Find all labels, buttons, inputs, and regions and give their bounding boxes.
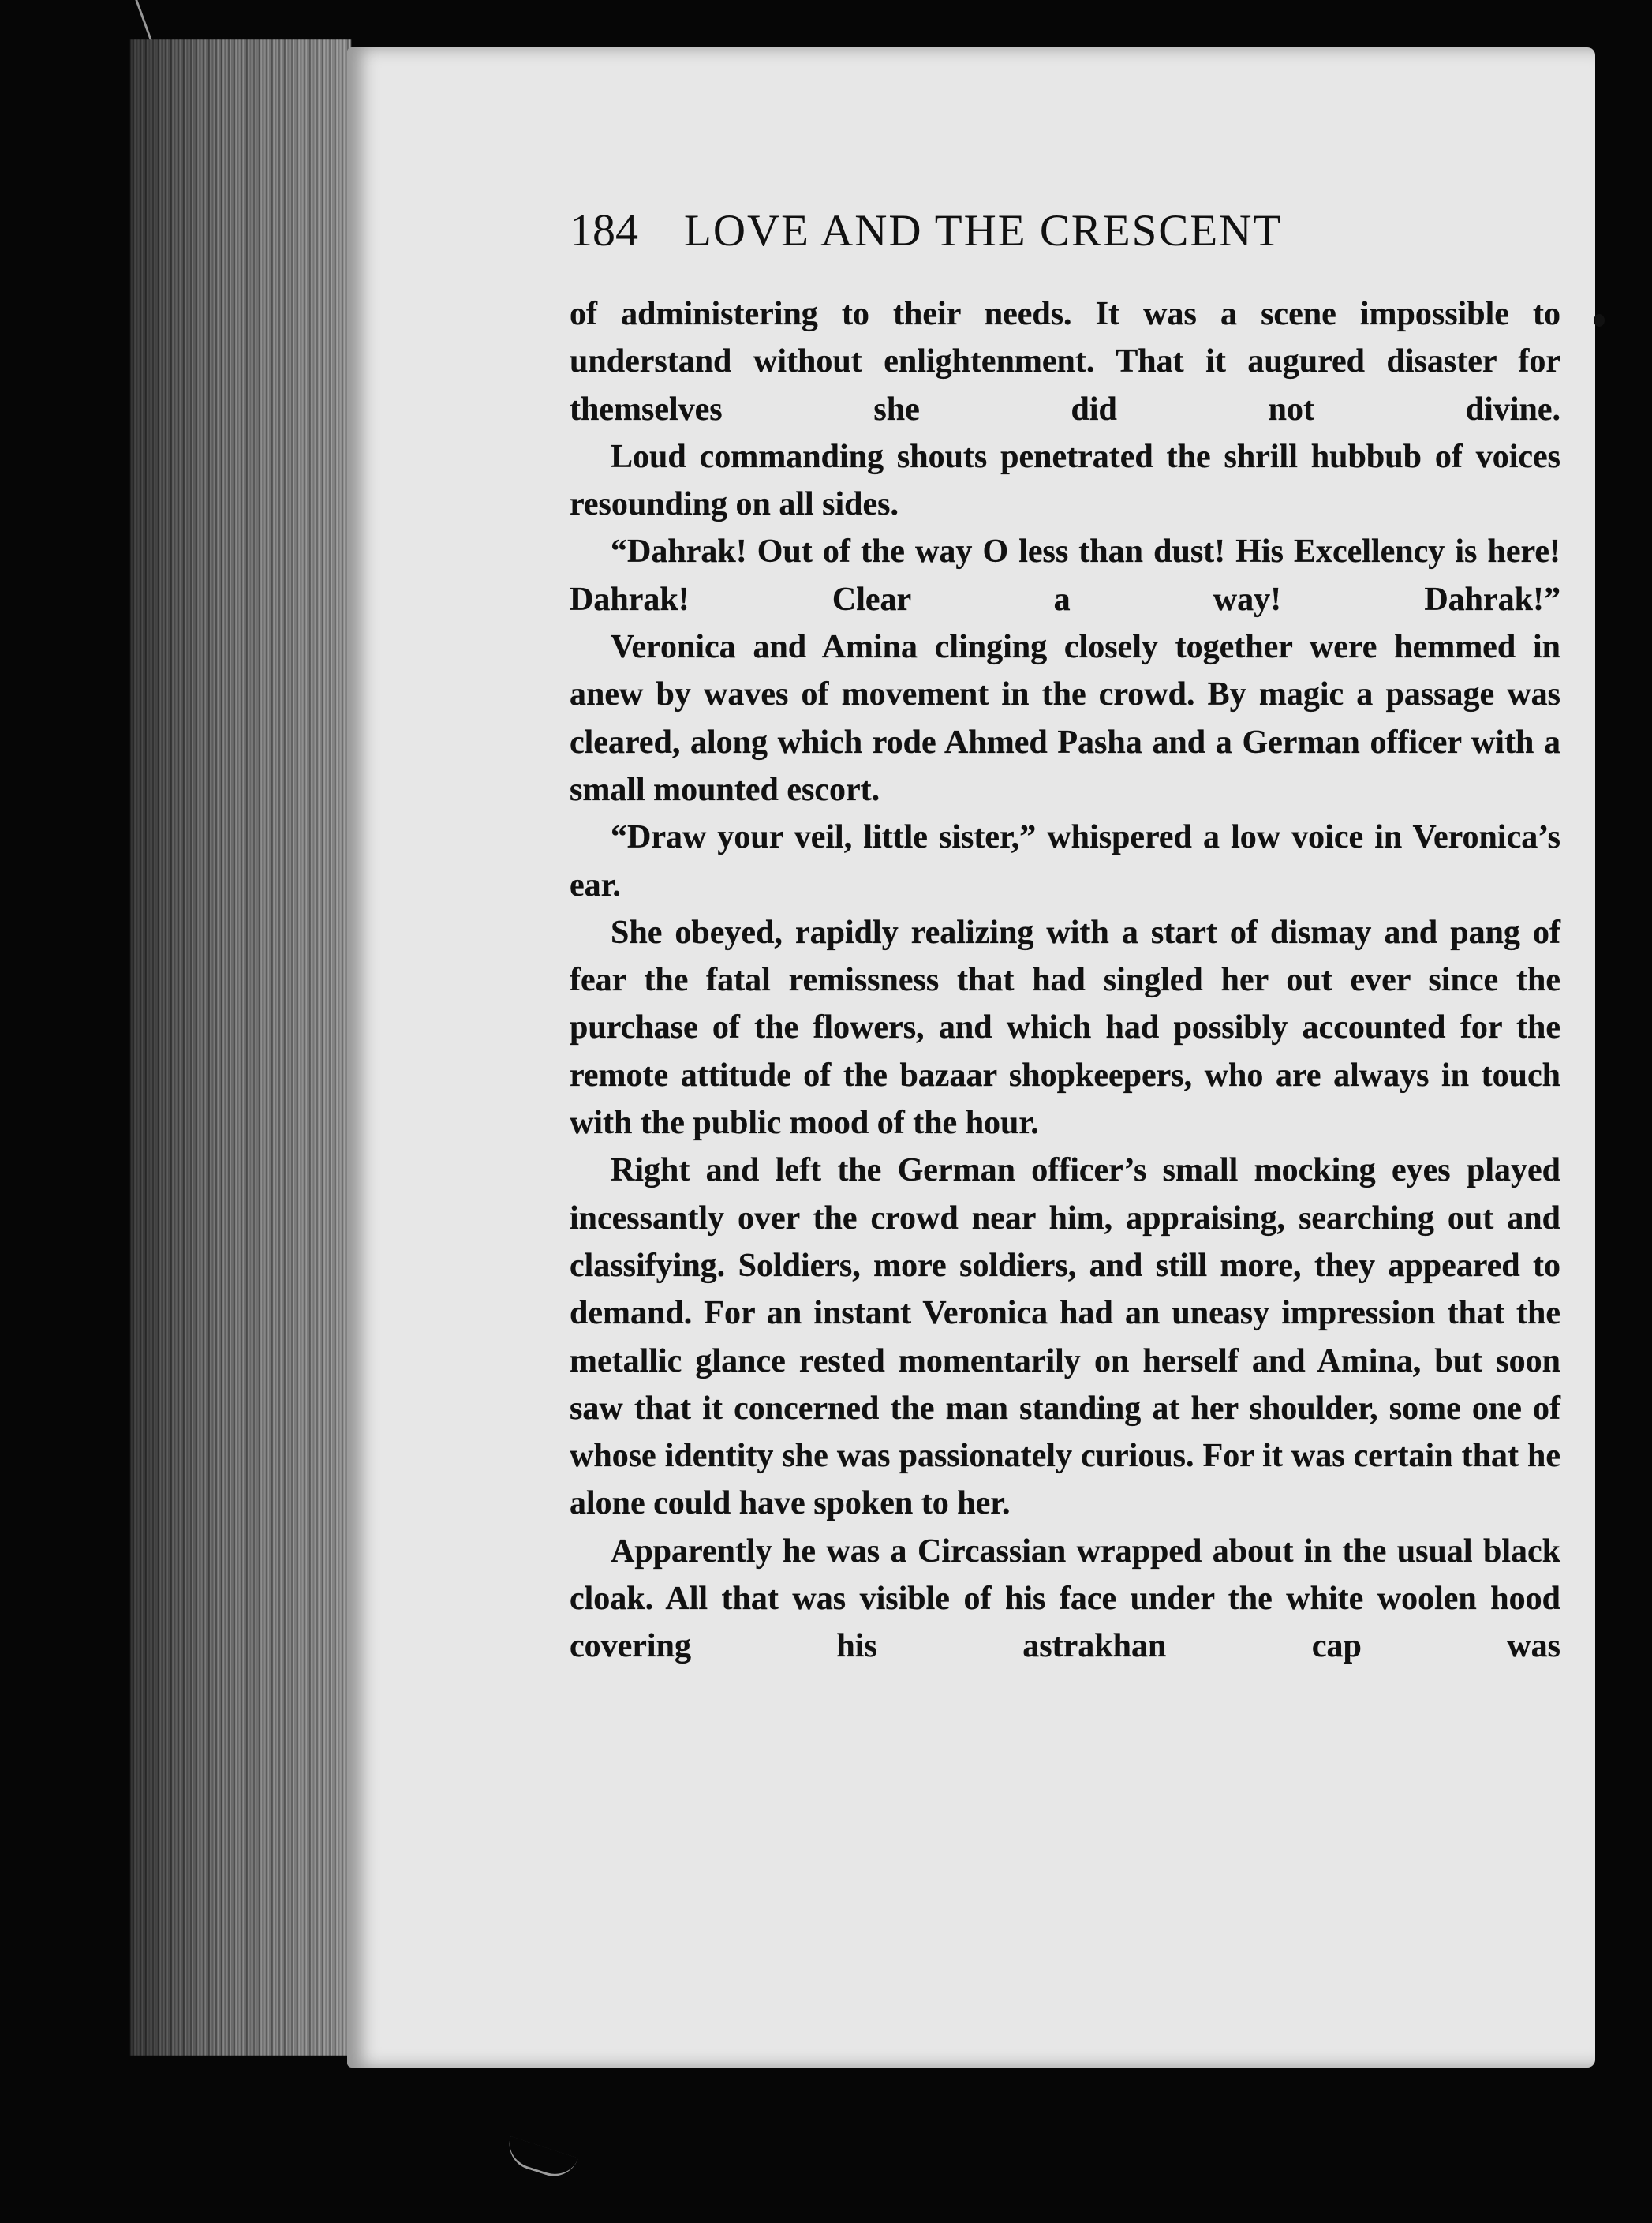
body-text <box>570 290 1560 1671</box>
paragraph: Right and left the German officer’s small mocking eyes played incessantly over the crowd near him, appraising, searching out and classifying. Soldiers, more soldiers, and still more, they appeared to demand. For an instant Veronica had an uneasy impression that the metallic glance rested momentarily on herself and Amina, but soon saw that it concerned the man standing at her shoulder, some one of whose identity she was passionately curious. For it was certain that he alone could have spoken to her. <box>570 1152 1560 1522</box>
paragraph: “Dahrak! Out of the way O less than dust! His Excellency is here! Dahrak! Clear a way! Dahrak!” <box>570 533 1560 618</box>
scan-scratch-mark <box>503 2136 578 2183</box>
paragraph: She obeyed, rapidly realizing with a start of dismay and pang of fear the fatal remissness that had singled her out ever since the purchase of the flowers, and which had possibly accounted for the remote attitude of the bazaar shopkeepers, who are always in touch with the public mood of the hour. <box>570 914 1560 1142</box>
margin-ink-dot <box>1594 314 1605 327</box>
paragraph: of administering to their needs. It was a scene impossible to understand without enlightenment. That it augured disaster for themselves she did not divine. <box>570 296 1560 428</box>
running-head <box>570 204 1398 267</box>
paragraph: Loud commanding shouts penetrated the shrill hubbub of voices resounding on all sides. <box>570 438 1560 523</box>
book-fore-edge <box>130 39 351 2056</box>
page-number: 184 <box>570 204 638 256</box>
paragraph: Veronica and Amina clinging closely together were hemmed in anew by waves of movement in the crowd. By magic a passage was cleared, along which rode Ahmed Pasha and a German officer with a small mounted escort. <box>570 629 1560 808</box>
book-title: LOVE AND THE CRESCENT <box>684 206 1283 256</box>
paragraph: Apparently he was a Circassian wrapped about in the usual black cloak. All that was visible of his face under the white woolen hood covering his astrakhan cap was <box>570 1533 1560 1665</box>
paragraph: “Draw your veil, little sister,” whispered a low voice in Veronica’s ear. <box>570 819 1560 904</box>
